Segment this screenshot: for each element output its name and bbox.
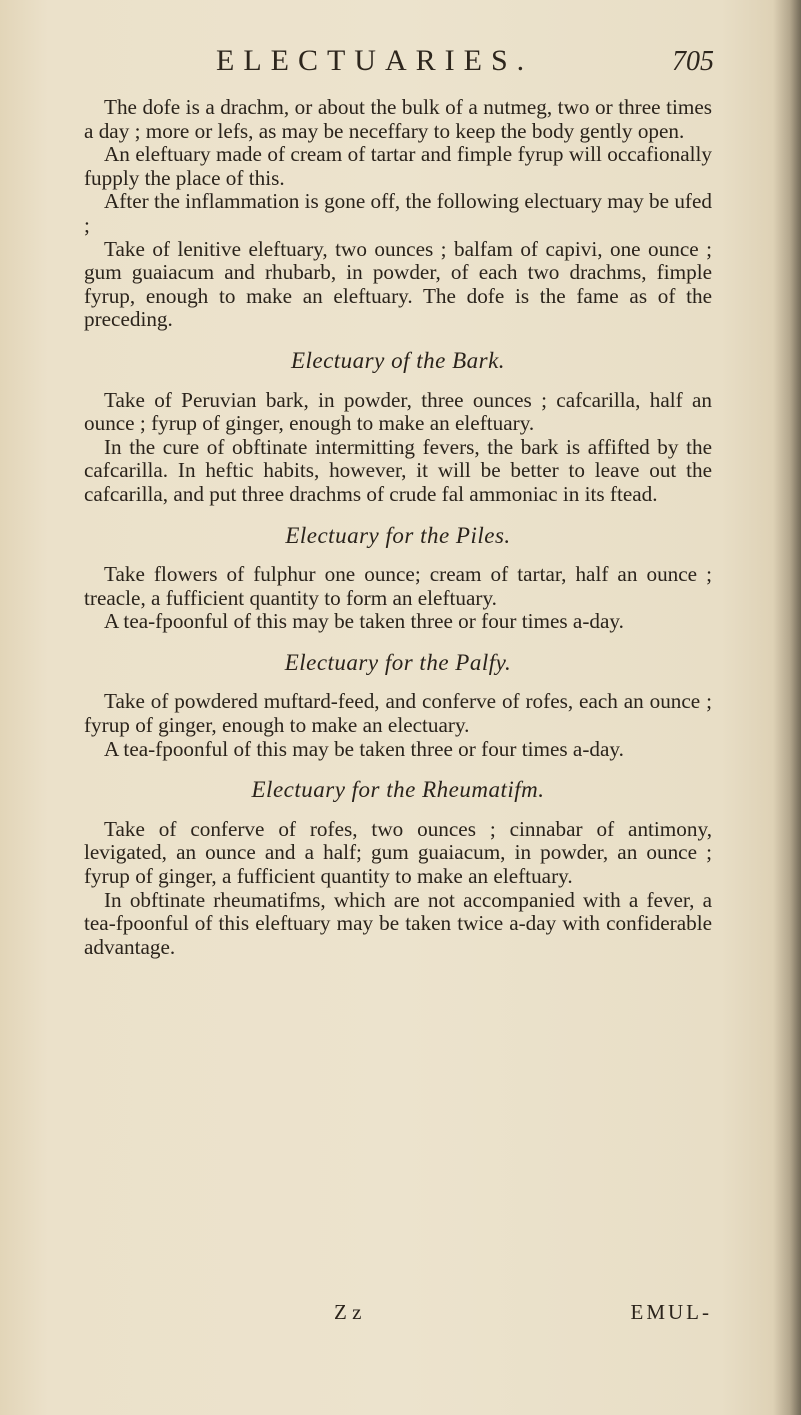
catchword: EMUL- xyxy=(630,1300,712,1324)
section-heading: Electuary for the Palfy. xyxy=(284,649,512,675)
page-footer xyxy=(84,1300,712,1330)
paragraph: An eleftuary made of cream of tartar and fimple fyrup will occafionally fupply the place of this. xyxy=(84,142,712,190)
page-edge-shadow xyxy=(773,0,801,1415)
signature-mark: Z z xyxy=(334,1300,362,1324)
section-heading: Electuary of the Bark. xyxy=(290,347,506,373)
paragraph: Take of lenitive eleftuary, two ounces ; balfam of capivi, one ounce ; gum guaiacum and rhubarb, in powder, of each two drachms, fimple fyrup, enough to make an eleftuary. The dofe is the fame as of the preceding. xyxy=(84,236,712,332)
paragraph: A tea-fpoonful of this may be taken three or four times a-day. xyxy=(104,736,624,761)
section-heading: Electuary for the Rheumatifm. xyxy=(251,777,545,803)
paragraph: Take of powdered muftard-feed, and conferve of rofes, each an ounce ; fyrup of ginger, enough to make an electuary. xyxy=(84,689,712,738)
section-heading: Electuary for the Piles. xyxy=(285,522,511,548)
paragraph: Take flowers of fulphur one ounce; cream of tartar, half an ounce ; treacle, a fufficient quantity to form an eleftuary. xyxy=(84,562,712,610)
paragraph: In the cure of obftinate intermitting fevers, the bark is affifted by the cafcarilla. In heftic habits, however, it will be better to leave out the cafcarilla, and put three drachms of crude fal ammoniac in its ftead. xyxy=(84,434,712,506)
paragraph: The dofe is a drachm, or about the bulk of a nutmeg, two or three times a day ; more or lefs, as may be neceffary to keep the body gently open. xyxy=(84,95,712,143)
page-number: 705 xyxy=(672,46,714,77)
running-title: ELECTUARIES. xyxy=(216,44,534,77)
paragraph: Take of conferve of rofes, two ounces ; cinnabar of antimony, levigated, an ounce and a half; gum guaiacum, in powder, an ounce ; fyrup of ginger, a fufficient quantity to make an eleftuary. xyxy=(84,816,712,889)
page-body xyxy=(84,96,712,959)
paragraph: A tea-fpoonful of this may be taken three or four times a-day. xyxy=(104,609,624,634)
paragraph: In obftinate rheumatifms, which are not accompanied with a fever, a tea-fpoonful of this eleftuary may be taken twice a-day with confiderable advantage. xyxy=(84,887,712,959)
paragraph: Take of Peruvian bark, in powder, three ounces ; cafcarilla, half an ounce ; fyrup of ginger, enough to make an eleftuary. xyxy=(84,387,712,436)
paragraph: After the inflammation is gone off, the following electuary may be ufed ; xyxy=(84,189,712,237)
page-header xyxy=(0,44,801,84)
